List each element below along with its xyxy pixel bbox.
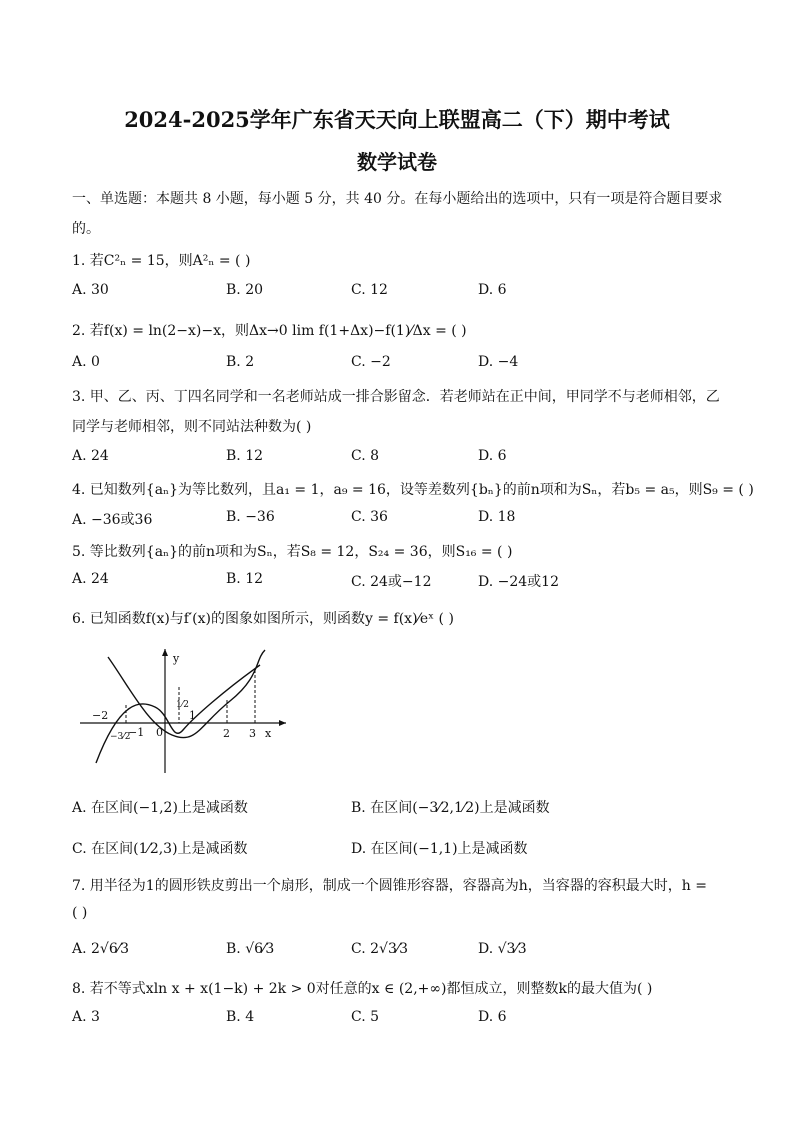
question-4-stem: 4. 已知数列{aₙ}为等比数列，且a₁ = 1，a₉ = 16，设等差数列{bₙ}的前n项和为Sₙ，若b₅ = a₅，则S₉ = ( ) — [72, 482, 754, 498]
graph-label-minus-one: −1 — [128, 726, 145, 739]
question-2-option-d: D. −4 — [478, 354, 519, 370]
graph-label-minus-two: −2 — [92, 709, 109, 722]
question-8-option-a: A. 3 — [72, 1009, 100, 1025]
graph-label-two: 2 — [223, 727, 230, 740]
question-7-option-c: C. 2√3⁄3 — [351, 941, 409, 957]
graph-label-three: 3 — [249, 727, 256, 740]
question-5-option-b: B. 12 — [226, 571, 264, 587]
question-8-option-d: D. 6 — [478, 1009, 507, 1025]
question-1-option-c: C. 12 — [351, 282, 388, 298]
graph-label-origin: 0 — [156, 726, 163, 739]
question-3-option-d: D. 6 — [478, 448, 507, 464]
page-title: 2024-2025学年广东省天天向上联盟高二（下）期中考试 — [124, 107, 670, 132]
section-instruction-line2: 的。 — [72, 221, 100, 237]
question-3-option-a: A. 24 — [72, 448, 109, 464]
question-4-option-d: D. 18 — [478, 509, 516, 525]
question-5-option-a: A. 24 — [72, 571, 109, 587]
question-7-option-a: A. 2√6⁄3 — [72, 941, 129, 957]
question-6-option-c: C. 在区间(1⁄2,3)上是减函数 — [72, 841, 248, 857]
page-subtitle: 数学试卷 — [357, 150, 437, 174]
function-graph — [80, 645, 290, 777]
graph-label-y: y — [173, 652, 180, 665]
question-1-option-a: A. 30 — [72, 282, 109, 298]
question-7-option-d: D. √3⁄3 — [478, 941, 527, 957]
question-8-stem: 8. 若不等式xln x + x(1−k) + 2k > 0对任意的x ∈ (2,+∞)都恒成立，则整数k的最大值为( ) — [72, 981, 653, 997]
question-8-option-b: B. 4 — [226, 1009, 255, 1025]
graph-label-one: 1 — [189, 709, 196, 722]
question-2-option-c: C. −2 — [351, 354, 391, 370]
question-3-stem-line1: 3. 甲、乙、丙、丁四名同学和一名老师站成一排合影留念．若老师站在正中间，甲同学不与老师相邻，乙 — [72, 389, 720, 405]
question-4-option-b: B. −36 — [226, 509, 275, 525]
graph-label-x: x — [265, 727, 272, 740]
f-prime-curve — [108, 650, 265, 738]
question-7-stem-line1: 7. 用半径为1的圆形铁皮剪出一个扇形，制成一个圆锥形容器，容器高为h，当容器的容积最大时，h = — [72, 878, 707, 894]
question-2-option-a: A. 0 — [72, 354, 100, 370]
question-1-option-d: D. 6 — [478, 282, 507, 298]
y-axis-arrow — [162, 649, 168, 656]
question-3-stem-line2: 同学与老师相邻，则不同站法种数为( ) — [72, 419, 312, 435]
f-curve — [96, 665, 260, 763]
question-4-option-a: A. −36或36 — [72, 512, 153, 528]
section-instruction-line1: 一、单选题：本题共 8 小题，每小题 5 分，共 40 分。在每小题给出的选项中，只有一项是符合题目要求 — [72, 191, 723, 207]
question-6-stem: 6. 已知函数f(x)与f′(x)的图象如图所示，则函数y = f(x)⁄eˣ ( ) — [72, 611, 454, 627]
question-6-option-d: D. 在区间(−1,1)上是减函数 — [351, 841, 528, 857]
question-7-stem-line2: ( ) — [72, 905, 88, 921]
question-8-option-c: C. 5 — [351, 1009, 380, 1025]
question-2-stem: 2. 若f(x) = ln(2−x)−x，则Δx→0 lim f(1+Δx)−f(1)⁄Δx = ( ) — [72, 323, 467, 339]
question-5-option-c: C. 24或−12 — [351, 574, 432, 590]
question-1-option-b: B. 20 — [226, 282, 264, 298]
graph-label-minus-three-halves: −3⁄2 — [110, 732, 131, 742]
question-6-option-b: B. 在区间(−3⁄2,1⁄2)上是减函数 — [351, 800, 550, 816]
question-5-option-d: D. −24或12 — [478, 574, 559, 590]
question-6-option-a: A. 在区间(−1,2)上是减函数 — [72, 800, 248, 816]
question-3-option-b: B. 12 — [226, 448, 264, 464]
question-7-option-b: B. √6⁄3 — [226, 941, 275, 957]
graph-label-one-half: 1⁄2 — [176, 700, 189, 710]
x-axis-arrow — [279, 720, 286, 726]
question-2-option-b: B. 2 — [226, 354, 255, 370]
question-5-stem: 5. 等比数列{aₙ}的前n项和为Sₙ，若S₈ = 12，S₂₄ = 36，则S₁₆ = ( ) — [72, 544, 513, 560]
question-1-stem: 1. 若C²ₙ = 15，则A²ₙ = ( ) — [72, 253, 251, 269]
question-3-option-c: C. 8 — [351, 448, 380, 464]
question-4-option-c: C. 36 — [351, 509, 388, 525]
